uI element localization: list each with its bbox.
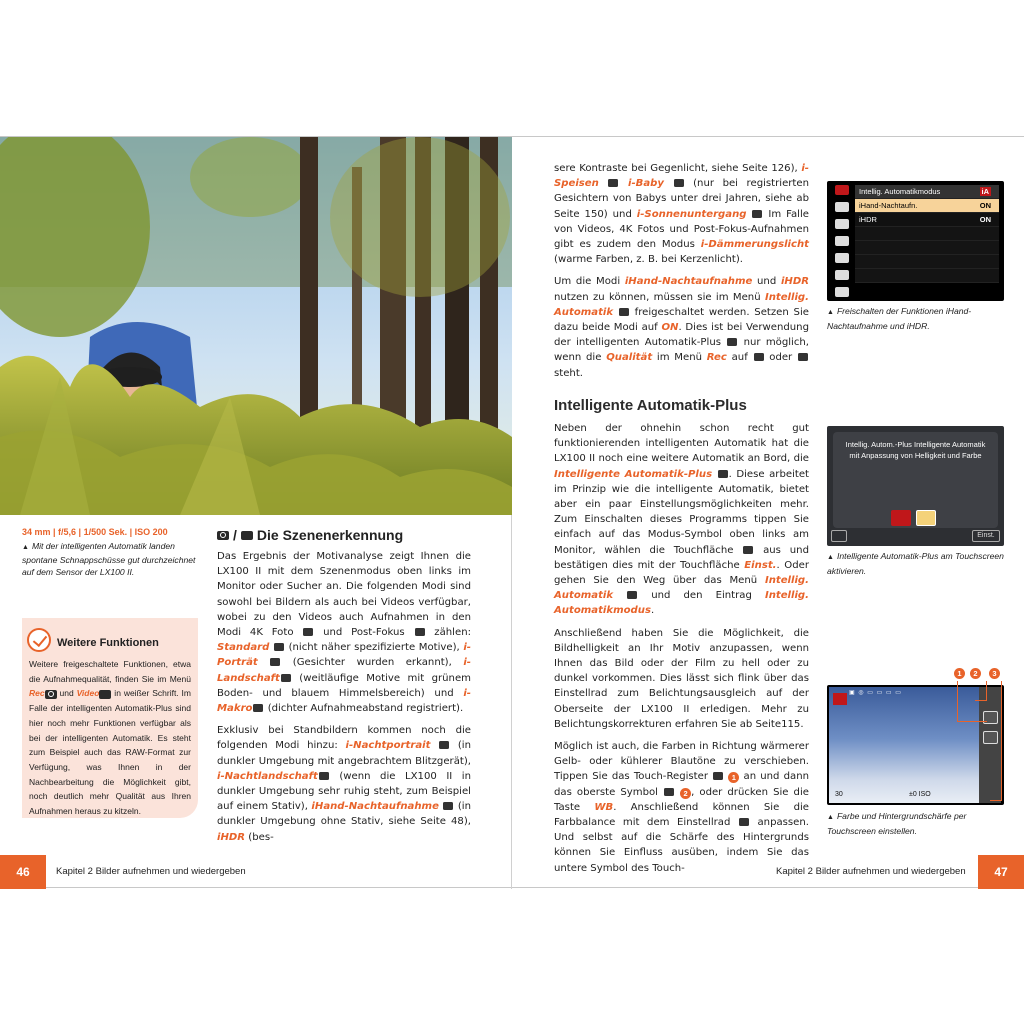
menu-row [855, 241, 999, 255]
scene-detection-section [217, 527, 471, 845]
callout-number: 1 [954, 668, 965, 679]
macro-icon [253, 704, 263, 712]
video-tab-icon [835, 219, 849, 229]
camera-icon [45, 690, 57, 699]
camera-icon [217, 531, 229, 540]
ia-icon [619, 308, 629, 316]
page-number: 46 [0, 855, 46, 889]
info-box-title: Weitere Funktionen [57, 637, 159, 649]
lv-bottom-right: ±0 ISO [909, 791, 931, 798]
screen-caption: ▲ Intelligente Automatik-Plus am Touchscreen aktivieren. [827, 551, 1004, 576]
night-portrait-icon [439, 741, 449, 749]
menu-row: iHDR ON [855, 213, 999, 227]
mymenu-tab-icon [835, 270, 849, 280]
ia-plus-icon [718, 470, 728, 478]
check-circle-icon [27, 628, 51, 652]
paragraph: Neben der ohnehin schon recht gut funktionierenden intelligenten Automatik hat die LX100 II noch eine weitere Automatik an Bord, die Intelligente Automatik-Plus . Diese arbeitet im Prinzip wie die intelligente Automatik, bietet aber ein paar Einstellungsmöglichkeiten mehr. Zum Einschalten dieses Programms tippen Sie einfach auf das Modus-Symbol oben links am Monitor, wählen die Touchfläche aus und bestätigen dies mit der Touchfläche Einst.. Oder gehen Sie den Weg über das Menü Intellig. Automatik und den Eintrag Intellig. Automatikmodus. [554, 423, 809, 617]
triangle-icon: ▲ [827, 554, 834, 561]
ia-icon [274, 643, 284, 651]
ia-icon [891, 510, 911, 526]
dial-icon [739, 818, 749, 826]
playback-tab-icon [835, 287, 849, 297]
menu-row [855, 269, 999, 283]
einst-button: Einst. [972, 530, 1000, 542]
callout-number: 2 [970, 668, 981, 679]
paragraph: Anschließend haben Sie die Möglichkeit, die Bildhelligkeit an Ihr Motiv anzupassen, wenn Ihnen das Bild oder der Film zu hell oder zu dunkel vorkommen. Dies lässt sich flink über das Einstellrad zum Belichtungsausgleich auf der Oberseite der LX100 II erledigen. Mehr zu Belichtungskorrekturen erfahren Sie ab Seite115. [554, 627, 809, 730]
section-title: / Die Szenenerkennung [217, 527, 471, 543]
right-column-bottom [554, 421, 809, 876]
video-people-icon [241, 531, 253, 540]
info-box-text: Weitere freigeschaltete Funktionen, etwa die Aufnahmequalität, finden Sie im Menü Rec und Video in weißer Schrift. Im Falle der intelligenten Automatik-Plus sind hier noch mehr Funktionen verfügbar als bei der intelligenten Automatik. Es steht zum Beispiel auch das RAW-Format zur Verfügung, was Ihnen in der Nachbearbeitung die Möglichkeit gibt, noch deutlich mehr Qualität aus Ihren Aufnahmen heraus zu kitzeln. [29, 659, 192, 817]
section-heading: Intelligente Automatik-Plus [554, 397, 747, 414]
menu-row [855, 255, 999, 269]
setup-tab-icon [835, 253, 849, 263]
ia-plus-icon [743, 546, 753, 554]
handheld-night-icon [443, 802, 453, 810]
right-column-top [554, 161, 809, 381]
ia-plus-icon [727, 338, 737, 346]
video-people-icon [99, 690, 111, 699]
paragraph: Um die Modi iHand-Nachtaufnahme und iHDR nutzen zu können, müssen sie im Menü Intellig. Automatik freigeschaltet werden. Setzen Sie dazu beide Modi auf ON. Dies ist bei Verwendung der intelligenten Automatik-Plus nur möglich, wenn die Qualität im Menü Rec auf oder steht. [554, 276, 809, 379]
footer-chapter: Kapitel 2 Bilder aufnehmen und wiedergeben [56, 866, 246, 877]
camera-menu-screen [827, 181, 1004, 301]
callout-line [975, 681, 987, 701]
menu-sidebar [831, 185, 853, 297]
lv-bottom-left: 30 [835, 791, 843, 798]
quality-fine-icon [754, 353, 764, 361]
ia-plus-text: Intellig. Autom.-Plus Intelligente Automatik mit Anpassung von Helligkeit und Farbe [845, 440, 986, 460]
4k-photo-icon [303, 628, 313, 636]
custom-tab-icon [835, 236, 849, 246]
callout-number: 3 [989, 668, 1000, 679]
portrait-icon [270, 658, 280, 666]
callout-number: 1 [728, 772, 739, 783]
ia-plus-icon [916, 510, 936, 526]
triangle-icon: ▲ [22, 544, 29, 551]
triangle-icon: ▲ [827, 309, 834, 316]
ia-tab-icon [835, 185, 849, 195]
baby-icon [674, 179, 684, 187]
paragraph: Das Ergebnis der Motivanalyse zeigt Ihnen die LX100 II mit dem Szenenmodus oben links im Monitor oder Sucher an. Die folgenden Modi sind sowohl bei Bildern als auch bei Videos verfügbar, wobei zu den Videos auch Aufnahmen in den Modi 4K Foto und Post-Fokus zählen: Standard (nicht näher spezifizierte Motive), i-Porträt (Gesichter wurden erkannt), i-Landschaft (weitläufige Motive mit grünem Boden- und blauem Himmelsbereich) und i-Makro (dichter Aufnahmeabstand registriert). [217, 551, 471, 715]
callout-number: 2 [680, 788, 691, 799]
status-icons: ▣ ◎ ▭ ▭ ▭ ▭ [849, 690, 902, 696]
ia-plus-icon [833, 693, 847, 705]
triangle-icon: ▲ [827, 814, 834, 821]
callout-line [990, 681, 1002, 801]
screen-caption: ▲ Farbe und Hintergrundschärfe per Touchscreen einstellen. [827, 811, 967, 836]
ia-icon [627, 591, 637, 599]
menu-row [855, 227, 999, 241]
sunset-icon [752, 210, 762, 218]
info-box [22, 618, 198, 818]
menu-row: Intellig. Automatikmodus iA [855, 185, 999, 199]
food-icon [608, 179, 618, 187]
menu-row: iHand-Nachtaufn. ON [855, 199, 999, 213]
caption-text: Mit der intelligenten Automatik landen spontane Schnappschüsse gut durchzeichnet auf dem Sensor der LX100 II. [22, 541, 196, 577]
paragraph: Exklusiv bei Standbildern kommen noch die folgenden Modi hinzu: i-Nachtportrait (in dunkler Umgebung mit angebrachtem Blitzgerät), i-Nachtlandschaft (wenn die LX100 II in dunkler Umgebung sehr ruhig steht, zum Beispiel auf einem Stativ), iHand-Nachtaufnahme (in dunkler Umgebung ohne Stativ, siehe Seite 48), iHDR (bes- [217, 725, 472, 843]
screen-caption: ▲ Freischalten der Funktionen iHand-Nachtaufnahme und iHDR. [827, 306, 972, 331]
back-button [831, 530, 847, 542]
ia-plus-icon [713, 772, 723, 780]
book-spread [0, 136, 1024, 888]
paragraph: sere Kontraste bei Gegenlicht, siehe Seite 126), i-Speisen i-Baby (nur bei registrierten Gesichtern von Babys unter drei Jahren, siehe ab Seite 150) und i-Sonnenuntergang Im Falle von Videos, 4K Fotos und Post-Fokus-Aufnahmen gibt es zudem den Modus i-Dämmerungslicht (warme Farben, z. B. bei Kerzenlicht). [554, 163, 809, 266]
exif-line: 34 mm | f/5,6 | 1/500 Sek. | ISO 200 [22, 527, 168, 537]
quality-standard-icon [798, 353, 808, 361]
photo-caption [22, 526, 197, 578]
footer-chapter: Kapitel 2 Bilder aufnehmen und wiedergeben [776, 866, 966, 877]
garden-photo [0, 137, 512, 515]
page-number: 47 [978, 855, 1024, 889]
post-focus-icon [415, 628, 425, 636]
paragraph: Möglich ist auch, die Farben in Richtung wärmerer Gelb- oder kühlerer Blautöne zu verschieben. Tippen Sie das Touch-Register 1 an und dann das oberste Symbol 2 , oder drücken Sie die Taste WB. Anschließend können Sie die Farbbalance mit dem Einstellrad anpassen. Und selbst auf die Schärfe des Hintergrunds können Sie Einfluss ausüben, indem Sie das untere Symbol des Touch- [554, 741, 809, 874]
night-landscape-icon [319, 772, 329, 780]
camera-tab-icon [835, 202, 849, 212]
ia-plus-screen [827, 426, 1004, 546]
color-icon [664, 788, 674, 796]
landscape-icon [281, 674, 291, 682]
